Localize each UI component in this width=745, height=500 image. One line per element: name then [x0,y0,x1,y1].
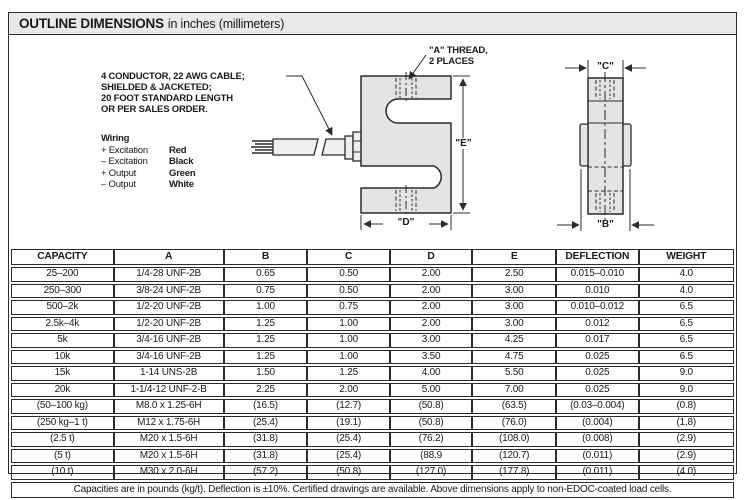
table-header-cell: B [224,249,308,265]
table-cell: 3.00 [472,284,556,299]
table-header-cell: DEFLECTION [556,249,638,265]
table-cell: (88.9 [390,449,472,464]
table-cell: 0.025 [556,350,638,365]
table-row [11,366,734,381]
cable-note [101,71,245,115]
table-cell: (25.4) [307,432,389,447]
a-thread-callout: "A" THREAD, 2 PLACES [429,45,488,67]
table-cell: 2.00 [390,284,472,299]
table-cell: 9.0 [639,366,734,381]
wiring-color: Red [169,144,187,156]
table-cell: (0.8) [639,399,734,414]
table-cell: M12 x 1.75-6H [114,416,224,431]
table-row [11,333,734,348]
table-cell: 2.5k–4k [11,317,114,332]
table-cell: 2.00 [390,317,472,332]
table-cell: (25.4) [307,449,389,464]
table-cell: 7.00 [472,383,556,398]
outline-drawing-area [9,35,736,247]
table-cell: M20 x 1.5-6H [114,432,224,447]
table-cell: (19.1) [307,416,389,431]
table-cell: 1.25 [307,366,389,381]
table-cell: (57.2) [224,465,308,480]
cable-drawing [251,132,362,161]
cable-note-line: SHIELDED & JACKETED; [101,82,212,93]
table-cell: 0.65 [224,267,308,282]
table-cell: 5.00 [390,383,472,398]
table-cell: 6.5 [639,300,734,315]
table-row [11,317,734,332]
table-row [11,300,734,315]
table-cell: 1.50 [224,366,308,381]
wiring-terminal: – Excitation [101,156,148,167]
table-cell: 4.0 [639,284,734,299]
side-view [580,72,631,220]
table-cell: 5k [11,333,114,348]
table-cell: M8.0 x 1.25-6H [114,399,224,414]
table-header-cell: A [114,249,224,265]
table-cell: 500–2k [11,300,114,315]
table-cell: (25.4) [224,416,308,431]
table-cell: 1-14 UNS-2B [114,366,224,381]
table-row [11,416,734,431]
table-cell: (0.004) [556,416,638,431]
table-cell: 3/8-24 UNF-2B [114,284,224,299]
wiring-row [101,179,195,191]
table-cell: M30 x 2.0-6H [114,465,224,480]
table-cell: M20 x 1.5-6H [114,449,224,464]
cable-strands-icon [251,141,273,153]
table-cell: (108.0) [472,432,556,447]
wiring-legend [101,133,195,191]
cable-note-line: 4 CONDUCTOR, 22 AWG CABLE; [101,71,245,82]
table-cell: 4.00 [390,366,472,381]
table-cell: 1.25 [224,350,308,365]
cable-note-line: OR PER SALES ORDER. [101,104,208,115]
wiring-row [101,156,195,168]
table-cell: 0.017 [556,333,638,348]
table-cell: (2.5 t) [11,432,114,447]
table-cell: 25–200 [11,267,114,282]
table-cell: (12.7) [307,399,389,414]
table-cell: (0.011) [556,465,638,480]
table-cell: 10k [11,350,114,365]
table-cell: 1/2-20 UNF-2B [114,317,224,332]
table-cell: (31.8) [224,432,308,447]
table-cell: 3/4-16 UNF-2B [114,350,224,365]
dimensions-table [11,247,734,500]
table-cell: 0.010–0.012 [556,300,638,315]
table-cell: 1.00 [307,350,389,365]
table-cell: (1.8) [639,416,734,431]
table-cell: (0.011) [556,449,638,464]
table-cell: 1.25 [224,333,308,348]
table-cell: (76.2) [390,432,472,447]
title-bar [9,13,736,35]
table-row [11,399,734,414]
page-title-units: in inches (millimeters) [167,16,285,31]
table-cell: (50.8) [307,465,389,480]
table-cell: 4.0 [639,267,734,282]
table-cell: 0.75 [224,284,308,299]
wiring-row [101,168,195,180]
dim-label-d: "D" [383,217,429,228]
dim-label-c: "C" [597,61,614,72]
table-cell: 3.00 [472,300,556,315]
table-cell: 0.010 [556,284,638,299]
table-cell: (4.0) [639,465,734,480]
table-cell: (2.9) [639,432,734,447]
wiring-color: Green [169,167,196,179]
table-cell: 0.50 [307,284,389,299]
table-header-cell: D [390,249,472,265]
table-cell: 1/4-28 UNF-2B [114,267,224,282]
table-cell: (2.9) [639,449,734,464]
table-cell: (0.03–0.004) [556,399,638,414]
table-cell: 15k [11,366,114,381]
table-cell: (250 kg–1 t) [11,416,114,431]
dim-label-e: "E" [453,138,474,149]
table-cell: 1.00 [307,333,389,348]
wiring-heading: Wiring [101,133,130,144]
table-row [11,449,734,464]
table-cell: 9.0 [639,383,734,398]
wiring-color: Black [169,156,194,167]
cable-note-line: 20 FOOT STANDARD LENGTH [101,93,233,104]
datasheet-panel [8,12,737,495]
table-cell: 6.5 [639,317,734,332]
table-cell: (127.0) [390,465,472,480]
table-header-cell: C [307,249,389,265]
table-row [11,465,734,480]
wiring-terminal: + Excitation [101,144,148,156]
wiring-color: White [169,179,194,190]
table-header-cell: WEIGHT [639,249,734,265]
table-row [11,350,734,365]
table-cell: 250–300 [11,284,114,299]
table-cell: (50.8) [390,399,472,414]
table-cell: 2.25 [224,383,308,398]
table-cell: (120.7) [472,449,556,464]
table-cell: 2.50 [472,267,556,282]
table-cell: 0.025 [556,383,638,398]
table-cell: 1.00 [307,317,389,332]
table-cell: (50–100 kg) [11,399,114,414]
table-cell: 3/4-16 UNF-2B [114,333,224,348]
table-footer-row [11,482,734,498]
table-cell: 3.50 [390,350,472,365]
table-cell: (31.8) [224,449,308,464]
table-cell: (16.5) [224,399,308,414]
table-cell: 3.00 [390,333,472,348]
table-cell: (50.8) [390,416,472,431]
wiring-rows [101,145,195,191]
table-cell: (5 t) [11,449,114,464]
table-cell: (0.008) [556,432,638,447]
table-cell: (177.8) [472,465,556,480]
table-cell: 3.00 [472,317,556,332]
table-footnote: Capacities are in pounds (kg/t). Deflection is ±10%. Certified drawings are available. Above dimensions apply to non-EDOC-coated load cells. [11,482,734,498]
front-view [361,72,451,216]
wiring-terminal: + Output [101,167,137,179]
table-cell: 1-1/4-12 UNF-2-B [114,383,224,398]
table-header-cell: E [472,249,556,265]
table-cell: 2.00 [390,267,472,282]
table-row [11,267,734,282]
table-cell: 1.25 [224,317,308,332]
table-header-cell: CAPACITY [11,249,114,265]
table-cell: 0.012 [556,317,638,332]
table-cell: (76.0) [472,416,556,431]
table-cell: 0.025 [556,366,638,381]
table-header-row [11,249,734,265]
page-title: OUTLINE DIMENSIONS [19,16,164,31]
table-cell: 1.00 [224,300,308,315]
wiring-terminal: – Output [101,179,136,190]
table-cell: 6.5 [639,350,734,365]
table-row [11,284,734,299]
table-cell: 4.25 [472,333,556,348]
table-cell: (63.5) [472,399,556,414]
table-cell: 0.75 [307,300,389,315]
wiring-row [101,145,195,157]
table-cell: 6.5 [639,333,734,348]
table-cell: (10 t) [11,465,114,480]
table-cell: 2.00 [390,300,472,315]
table-cell: 4.75 [472,350,556,365]
dim-label-b: "B" [597,219,614,230]
table-cell: 20k [11,383,114,398]
table-row [11,432,734,447]
table-cell: 2.00 [307,383,389,398]
table-cell: 0.015–0.010 [556,267,638,282]
table-cell: 5.50 [472,366,556,381]
table-row [11,383,734,398]
table-cell: 1/2-20 UNF-2B [114,300,224,315]
table-cell: 0.50 [307,267,389,282]
